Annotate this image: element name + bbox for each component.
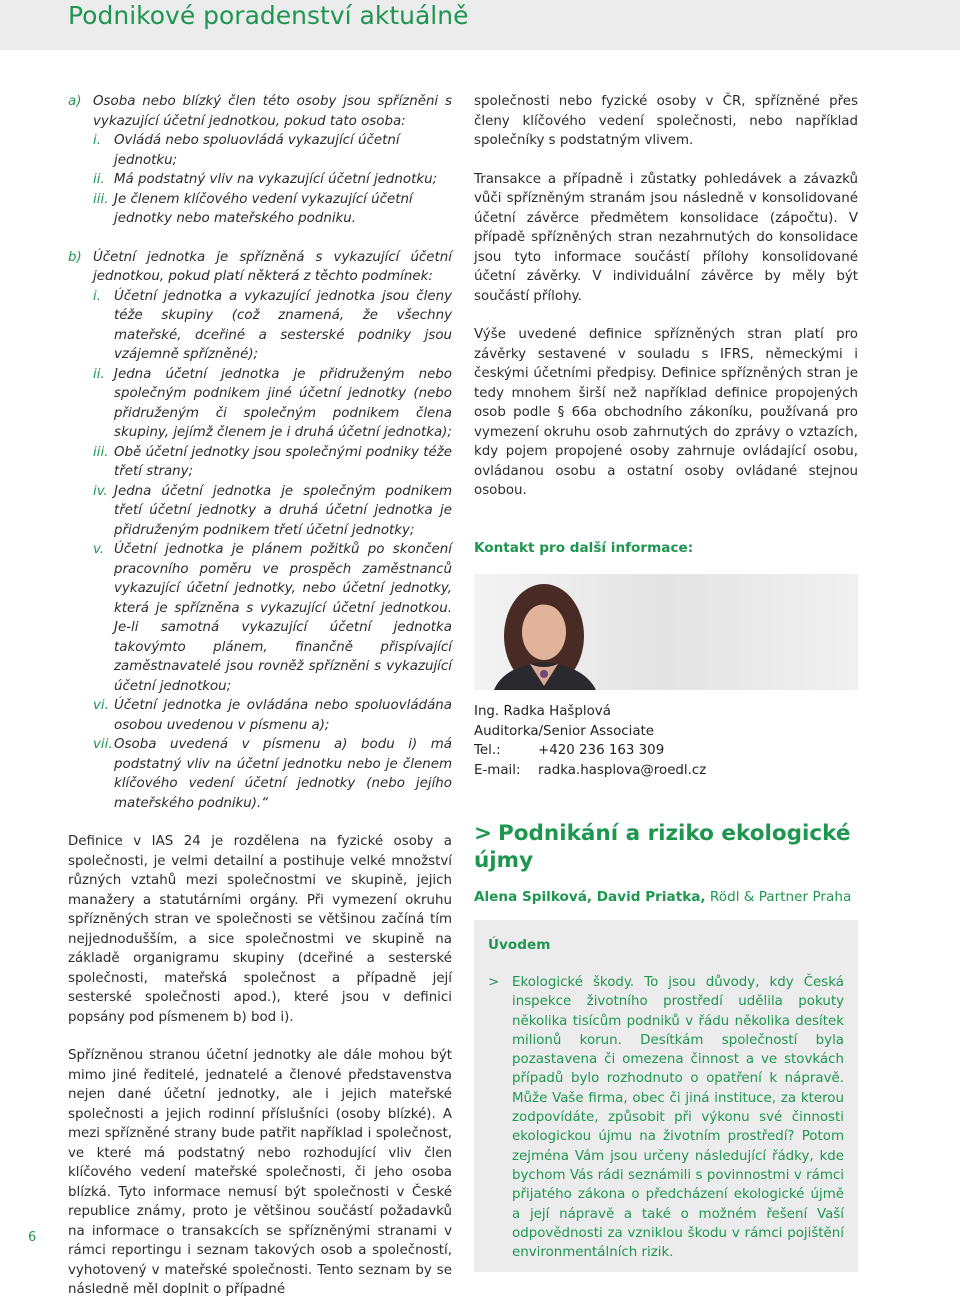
list-item <box>93 735 452 813</box>
list-item-num: ii. <box>93 172 105 187</box>
list-item-num: v. <box>93 542 105 557</box>
article-authors <box>474 888 858 908</box>
list-item-num: vi. <box>93 698 109 713</box>
definition-b-list <box>93 287 452 814</box>
list-item-text: Je členem klíčového vedení vykazující účetní jednotky nebo mateřského podniku. <box>114 191 413 226</box>
list-item-text: Má podstatný vliv na vykazující účetní jednotku; <box>114 172 438 187</box>
contact-name: Ing. Radka Hašplová <box>474 704 611 719</box>
list-item <box>93 540 452 696</box>
article-heading <box>474 820 858 874</box>
body-paragraph: Výše uvedené definice spřízněných stran platí pro závěrky sestavené v souladu s IFRS, německými i českými účetními předpisy. Definice spřízněných stran je tedy mnohem širší než například definice propojených osob podle § 66a obchodního zákoníku, používaná pro vymezení okruhu osob zahrnutých do zprávy o vztazích, kdy pojem propojené osoby zahrnuje ovládající osobu, ovládanou osobu a ostatní osoby ovládané stejnou osobou. <box>474 327 858 498</box>
heading-marker: > <box>474 821 493 846</box>
list-item <box>93 696 452 735</box>
author-names: Alena Spilková, David Priatka, <box>474 889 706 905</box>
left-column <box>68 92 452 1300</box>
phone-label: Tel.: <box>474 743 501 758</box>
list-item <box>93 482 452 541</box>
contact-phone <box>474 741 858 761</box>
list-item <box>93 170 452 190</box>
phone-value: +420 236 163 309 <box>538 743 665 758</box>
list-item <box>93 190 452 229</box>
list-item-text: Jedna účetní jednotka je přidruženým nebo společným podnikem jiné účetní jednotky (nebo přidruženým či společným podnikem člena skupiny, jejímž členem je i druhá účetní jednotka); <box>114 366 452 440</box>
list-item-text: Ovládá nebo spoluovládá vykazující účetní jednotku; <box>114 133 400 168</box>
definition-b-intro: Účetní jednotka je spřízněná s vykazující účetní jednotkou, pokud platí některá z těchto podmínek: <box>93 249 452 284</box>
definition-a-letter: a) <box>68 94 82 109</box>
list-item <box>93 287 452 365</box>
body-paragraph: Transakce a případně i zůstatky pohledávek a závazků vůči spřízněným stranám jsou následně v konsolidované účetní závěrce předmětem konsolidace (zápočtu). V případě spřízněných stran nezahrnutých do konsolidace jsou tyto informace součástí přílohy konsolidované účetní závěrky. V individuální závěrce by měly být součástí přílohy. <box>474 171 858 304</box>
author-company: Rödl & Partner Praha <box>709 889 852 905</box>
list-item-num: iii. <box>93 191 109 207</box>
page-header <box>0 0 960 50</box>
list-item-num: vii. <box>93 737 113 752</box>
list-item <box>93 443 452 482</box>
email-link[interactable]: radka.hasplova@roedl.cz <box>538 762 707 778</box>
body-paragraph: společnosti nebo fyzické osoby v ČR, spřízněné přes členy klíčového vedení společnosti, nebo například společníky s podstatným vlivem. <box>474 94 858 148</box>
body-paragraph: Definice v IAS 24 je rozdělena na fyzické osoby a společnosti, je velmi detailní a postihuje velké množství různých vztahů mezi společnostmi ve skupině, jejich manažery a statutárními orgány. Při vymezení okruhu spřízněných stran ve společnosti se většinou začíná tím nejjednodušším, a sice společnostmi ve skupině na základě organigramu skupiny (dceřiné a sesterské společnosti, mateřská společnost a případně její sesterské společnosti apod.), které jsou v definici popsány pod písmenem b) bod i). <box>68 834 452 1025</box>
list-item <box>93 365 452 443</box>
page-title: Podnikové poradenství aktuálně <box>68 1 469 30</box>
definition-a-intro: Osoba nebo blízký člen této osoby jsou spřízněni s vykazující účetní jednotkou, pokud tato osoba: <box>93 94 452 129</box>
list-item-num: iii. <box>93 444 109 460</box>
intro-box-text: Ekologické škody. To jsou důvody, kdy Česká inspekce životního prostředí udělila pokuty několika tisícům podniků v řádu několika desítek milionů korun. Desítkám společností byla pozastavena či omezena činnost a ve stovkách případů bylo rozhodnuto o opatření k nápravě. Může Vaše firma, obec či jiná instituce, za kterou zodpovídáte, způsobit při výkonu své činnosti ekologickou újmu na životním prostředí? Potom zejména Vám jsou určeny následující řádky, kde bychom Vás rádi seznámili s povinnostmi v rámci přijatého zákona o předcházení ekologické újmě a její nápravě a také o možném řešení Vaší odpovědnosti za vzniklou škodu v rámci pojištění environmentálních rizik. <box>512 975 844 1261</box>
list-item-num: i. <box>93 288 101 304</box>
body-paragraph: Spřízněnou stranou účetní jednotky ale dále mohou být mimo jiné ředitelé, jednatelé a členové představenstva nejen dané účetní jednotky, ale i jejich mateřské společnosti a jejich rodinní příslušníci (osoby blízké). A mezi spřízněné strany bude patřit například i společnost, ve které má podstatný nebo rozhodující vliv člen klíčového vedení mateřské společnosti, či jeho osoba blízká. Tyto informace nemusí být společnosti v České republice známy, proto je většinou součástí požadavků na informace o transakcích se spřízněnými stranami v rámci reportingu i seznam takových osob a společností, vyhotovený v mateřské společnosti. Tento seznam by se následně měl doplnit o případné <box>68 1048 452 1297</box>
right-column <box>474 92 858 1272</box>
list-item-text: Účetní jednotka a vykazující jednotka jsou členy téže skupiny (což znamená, že všechny mateřské, dceřiné a sesterské podniky jsou vzájemně spřízněné); <box>114 288 452 362</box>
list-item-text: Účetní jednotka je plánem požitků po skončení pracovního poměru ve prospěch zaměstnanců vykazující účetní jednotky, nebo účetní jednotky, která je spřízněna s vykazující účetní jednotkou. Je-li samotná vykazující účetní jednotka takovýmto plánem, finančně přispívající zaměstnavatelé jsou rovněž spřízněni s vykazující účetní jednotkou; <box>114 542 452 694</box>
intro-box <box>474 920 858 1273</box>
list-item-text: Osoba uvedená v písmenu a) bodu i) má podstatný vliv na účetní jednotku nebo je členem klíčového vedení účetní jednotky (nebo jejího mateřského podniku).“ <box>114 737 452 811</box>
list-item-num: ii. <box>93 366 105 382</box>
definition-b-letter: b) <box>68 249 82 265</box>
definition-b <box>68 248 452 814</box>
email-label: E-mail: <box>474 762 521 778</box>
contact-heading: Kontakt pro další informace: <box>474 539 694 556</box>
contact-email <box>474 761 858 781</box>
contact-photo <box>474 574 858 690</box>
portrait-image <box>474 574 858 690</box>
intro-box-item <box>488 973 844 1262</box>
intro-box-heading: Úvodem <box>488 936 551 953</box>
list-item-num: i. <box>93 133 101 148</box>
contact-role: Auditorka/Senior Associate <box>474 723 655 739</box>
definition-a-list <box>93 131 452 229</box>
list-item-text: Účetní jednotka je ovládána nebo spoluovládána osobou uvedenou v písmenu a); <box>114 698 452 733</box>
definition-a <box>68 92 452 229</box>
bullet-marker: > <box>488 975 500 990</box>
page-number: 6 <box>28 1230 37 1245</box>
list-item <box>93 131 452 170</box>
article-title: Podnikání a riziko ekologické újmy <box>474 821 851 873</box>
list-item-text: Jedna účetní jednotka je společným podnikem třetí účetní jednotky a druhá účetní jednotka je přidruženým podnikem třetí účetní jednotky; <box>114 483 452 538</box>
list-item-text: Obě účetní jednotky jsou společnými podniky téže třetí strany; <box>114 444 452 479</box>
list-item-num: iv. <box>93 483 108 499</box>
